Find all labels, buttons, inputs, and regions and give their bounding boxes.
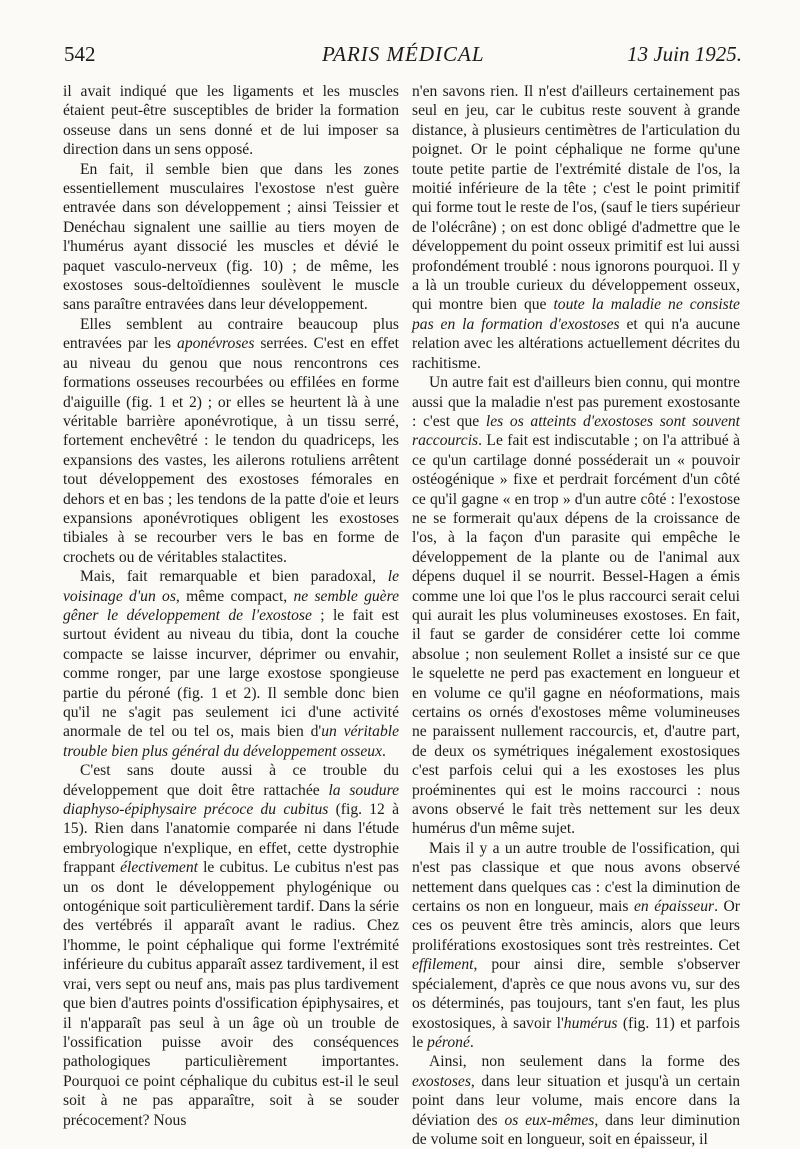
left-column <box>63 82 399 1130</box>
paragraph: Ainsi, non seulement dans la forme des exostoses, dans leur situation et jusqu'à un certain point dans leur volume, mais encore dans la déviation des os eux-mêmes, dans leur diminution de volume soit en longueur, soit en épaisseur, il <box>412 1053 740 1148</box>
paragraph: Mais il y a un autre trouble de l'ossification, qui n'est pas classique et que nous avons observé nettement dans quelques cas : c'est la diminution de certains os non en longueur, mais en épaisseur. Or ces os peuvent être très amincis, alors que leurs proliférations exostosiques sont très restreintes. Cet effilement, pour ainsi dire, semble s'observer spécialement, d'après ce que nous avons vu, sur des os déterminés, pas toujours, tant s'en faut, les plus exostosiques, à savoir l'humérus (fig. 11) et parfois le péroné. <box>412 839 740 1051</box>
journal-title: PARIS MÉDICAL <box>322 42 485 66</box>
paragraph: Mais, fait remarquable et bien paradoxal, le voisinage d'un os, même compact, ne semble guère gêner le développement de l'exostose ; le fait est surtout évident au niveau du tibia, dont la couche compacte se laisse incurver, déprimer ou envahir, comme ronger, par une large exostose spongieuse partie du péroné (fig. 1 et 2). Il semble donc bien qu'il ne s'agit pas seulement ici d'une activité anormale de tel ou tel os, mais bien d'un véritable trouble bien plus général du développement osseux. <box>63 568 399 760</box>
paragraph: Elles semblent au contraire beaucoup plus entravées par les aponévroses serrées. C'est en effet au niveau du genou que nous rencontrons ces formations osseuses recourbées ou effilées en forme d'aiguille (fig. 1 et 2) ; or elles se heurtent là à une véritable barrière aponévrotique, à un tissu serré, fortement enchevêtré : le tendon du quadriceps, les expansions des vastes, les ailerons rotuliens arrêtent tout développement des exostoses fémorales en dehors et en bas ; les tendons de la patte d'oie et leurs expansions aponévrotiques obligent les exostoses tibiales à se recourber vers le bas en forme de crochets ou de véritables stalactites. <box>63 315 399 566</box>
paragraph: Un autre fait est d'ailleurs bien connu, qui montre aussi que la maladie n'est pas purement exostosante : c'est que les os atteints d'exostoses sont souvent raccourcis. Le fait est indiscutable ; on l'a attribué à ce qu'un cartilage donné posséderait un « pouvoir ostéogénique » fixe et perdrait forcément d'un côté ce qu'il gagne « en trop » d'un autre côté : l'exostose ne se formerait qu'aux dépens de la croissance de l'os, à la façon d'un parasite qui empêche le développement de la plante ou de l'animal aux dépens duquel il se nourrit. Bessel-Hagen a émis comme une loi que l'os le plus raccourci serait celui qui aurait les plus volumineuses exostoses. En fait, il faut se garder de considérer cette loi comme absolue ; non seulement Rollet a insisté sur ce que le squelette ne perd pas exactement en longueur et en volume ce qu'il gagne en néoformations, mais certains os ornés d'exostoses même volumineuses ne paraissent nullement raccourcis, et, d'autre part, de deux os symétriques inégalement exostosiques c'est parfois celui qui a les exostoses les plus proéminentes qui est le moins raccourci : nous avons observé le fait très nettement sur les deux humérus d'un même sujet. <box>412 374 740 838</box>
paragraph: n'en savons rien. Il n'est d'ailleurs certainement pas seul en jeu, car le cubitus reste souvent à grande distance, à plusieurs centimètres de l'articulation du poignet. Or le point céphalique ne forme qu'une toute petite partie de l'extrémité distale de l'os, la moitié inférieure de la tête ; c'est le point primitif qui forme tout le reste de l'os, (sauf le tiers supérieur de l'olécrâne) ; on est donc obligé d'admettre que le développement du point osseux primitif est lui aussi profondément troublé : nous ignorons pourquoi. Il y a là un trouble curieux du développement osseux, qui montre bien que toute la maladie ne consiste pas en la formation d'exostoses et qui n'a aucune relation avec les altérations actuellement décrites du rachitisme. <box>412 83 741 372</box>
page-number: 542 <box>64 42 96 66</box>
paragraph: En fait, il semble bien que dans les zones essentiellement musculaires l'exostose n'est guère entravée dans son développement ; ainsi Teissier et Denéchau signalent une saillie au tiers moyen de l'humérus ayant dissocié les muscles et dévié le paquet vasculo-nerveux (fig. 10) ; de même, les exostoses sous-deltoïdiennes soulèvent le muscle sans paraître entravées dans leur développement. <box>63 160 399 314</box>
issue-date: 13 Juin 1925. <box>627 42 742 66</box>
running-header <box>0 42 800 72</box>
paragraph: C'est sans doute aussi à ce trouble du développement que doit être rattachée la soudure diaphyso-épiphysaire précoce du cubitus (fig. 12 à 15). Rien dans l'anatomie comparée ni dans l'étude embryologique n'explique, en effet, cette dystrophie frappant électivement le cubitus. Le cubitus n'est pas un os dont le développement phylogénique ou ontogénique soit particulièrement tardif. Dans la série des vertébrés il apparaît avant le radius. Chez l'homme, le point céphalique qui forme l'extrémité inférieure du cubitus apparaît assez tardivement, il est vrai, vers sept ou neuf ans, mais pas plus tardivement que bien d'autres points d'ossification épiphysaires, et il n'apparaît pas seul à un âge où un trouble de l'ossification puisse avoir des conséquences pathologiques particulièrement importantes. Pourquoi ce point céphalique du cubitus est-il le seul soit à ne pas apparaître, soit à se souder précocement? Nous <box>63 762 400 1129</box>
paragraph: il avait indiqué que les ligaments et les muscles étaient peut-être susceptibles de brider la formation osseuse dans un sens donné et de lui imposer sa direction dans un sens opposé. <box>63 83 399 159</box>
right-column <box>412 82 740 1149</box>
